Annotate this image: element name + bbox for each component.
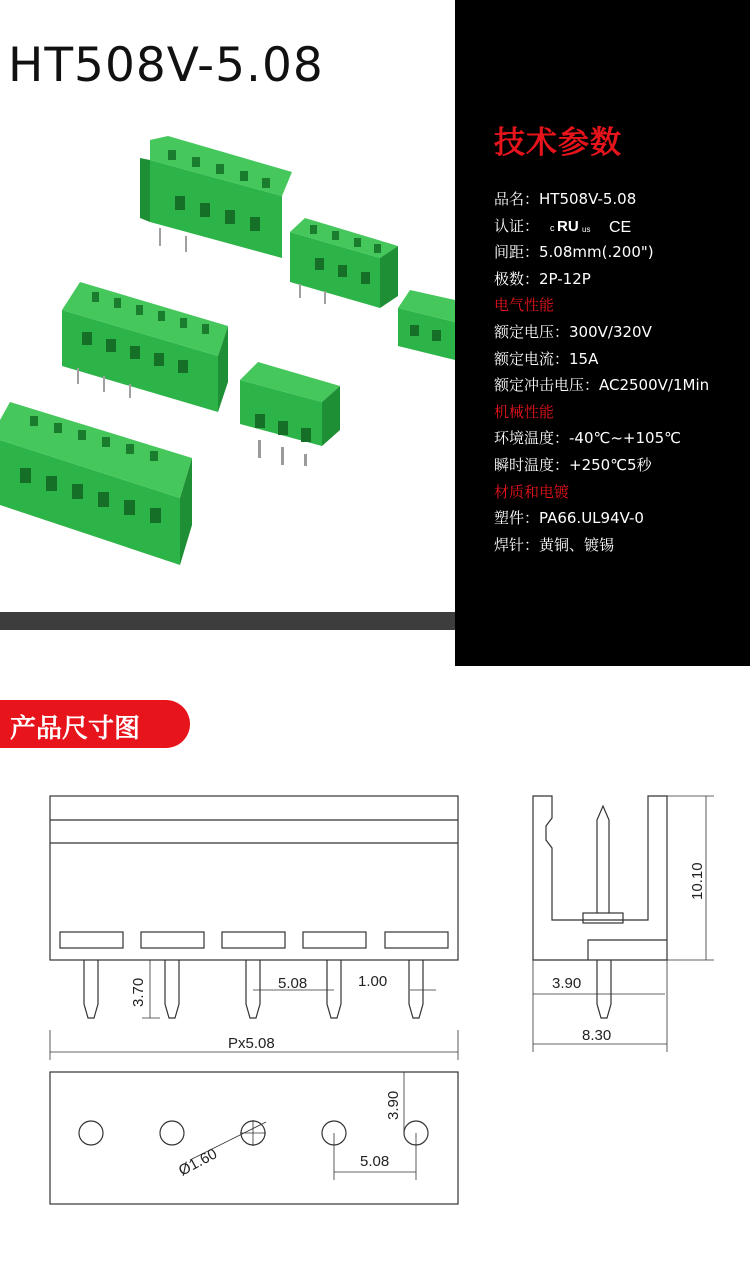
dim-pitch: 5.08 (278, 975, 308, 992)
connector-block (240, 362, 340, 466)
spec-row-pitch: 间距：5.08mm(.200") (494, 243, 654, 262)
svg-text:CE: CE (608, 219, 631, 236)
spec-section-electrical: 电气性能 (494, 296, 555, 315)
side-view-body (533, 796, 667, 960)
ul-cert-icon (550, 217, 598, 235)
dim-height: 10.10 (689, 862, 706, 900)
spec-row-voltage: 额定电压：300V/320V (494, 322, 652, 341)
dimension-drawing (0, 760, 750, 1240)
dim-depth: 8.30 (582, 1027, 612, 1044)
spec-row-surge: 额定冲击电压：AC2500V/1Min (494, 376, 710, 395)
spec-row-peak-temp: 瞬时温度：+250℃5秒 (494, 455, 652, 474)
spec-heading: 技术参数 (494, 125, 622, 161)
spec-row-ambient-temp: 环境温度：-40℃~+105℃ (494, 429, 681, 448)
dim-total-length: Px5.08 (228, 1035, 275, 1052)
spec-section-mechanical: 机械性能 (494, 402, 555, 421)
spec-section-material: 材质和电镀 (494, 482, 570, 501)
svg-text:c: c (549, 223, 555, 234)
spec-row-plastic: 塑件：PA66.UL94V-0 (494, 509, 644, 528)
spec-row-poles: 极数：2P-12P (494, 269, 591, 288)
svg-text:RU: RU (556, 218, 579, 236)
dim-hole-pitch: 5.08 (360, 1153, 390, 1170)
connector-block (62, 282, 228, 412)
spec-list (494, 186, 750, 558)
section-title: 产品尺寸图 (10, 714, 141, 744)
section-tab-dimensions (0, 700, 190, 748)
connector-block (140, 136, 292, 258)
spec-row-cert (494, 213, 750, 240)
connector-block (290, 218, 398, 308)
dim-hole-diameter: Ø1.60 (175, 1145, 220, 1180)
connector-block (0, 402, 192, 565)
product-title: HT508V-5.08 (8, 38, 324, 93)
spec-label: 认证： (494, 216, 540, 235)
spec-row-current: 额定电流：15A (494, 349, 599, 368)
svg-text:us: us (581, 225, 591, 235)
dim-pin-width: 1.00 (358, 973, 388, 990)
ce-cert-icon (609, 217, 633, 235)
spec-panel (455, 0, 750, 666)
spec-row-name: 品名：HT508V-5.08 (494, 190, 637, 208)
dim-pin-length: 3.70 (130, 977, 147, 1007)
divider-bar (0, 612, 455, 630)
spec-row-pin: 焊针：黄铜、镀锡 (494, 535, 615, 554)
product-showcase (0, 0, 455, 612)
dim-hole-offset: 3.90 (385, 1090, 402, 1120)
product-photo (0, 100, 455, 612)
dim-side-offset: 3.90 (552, 975, 582, 992)
connector-block (398, 290, 455, 360)
